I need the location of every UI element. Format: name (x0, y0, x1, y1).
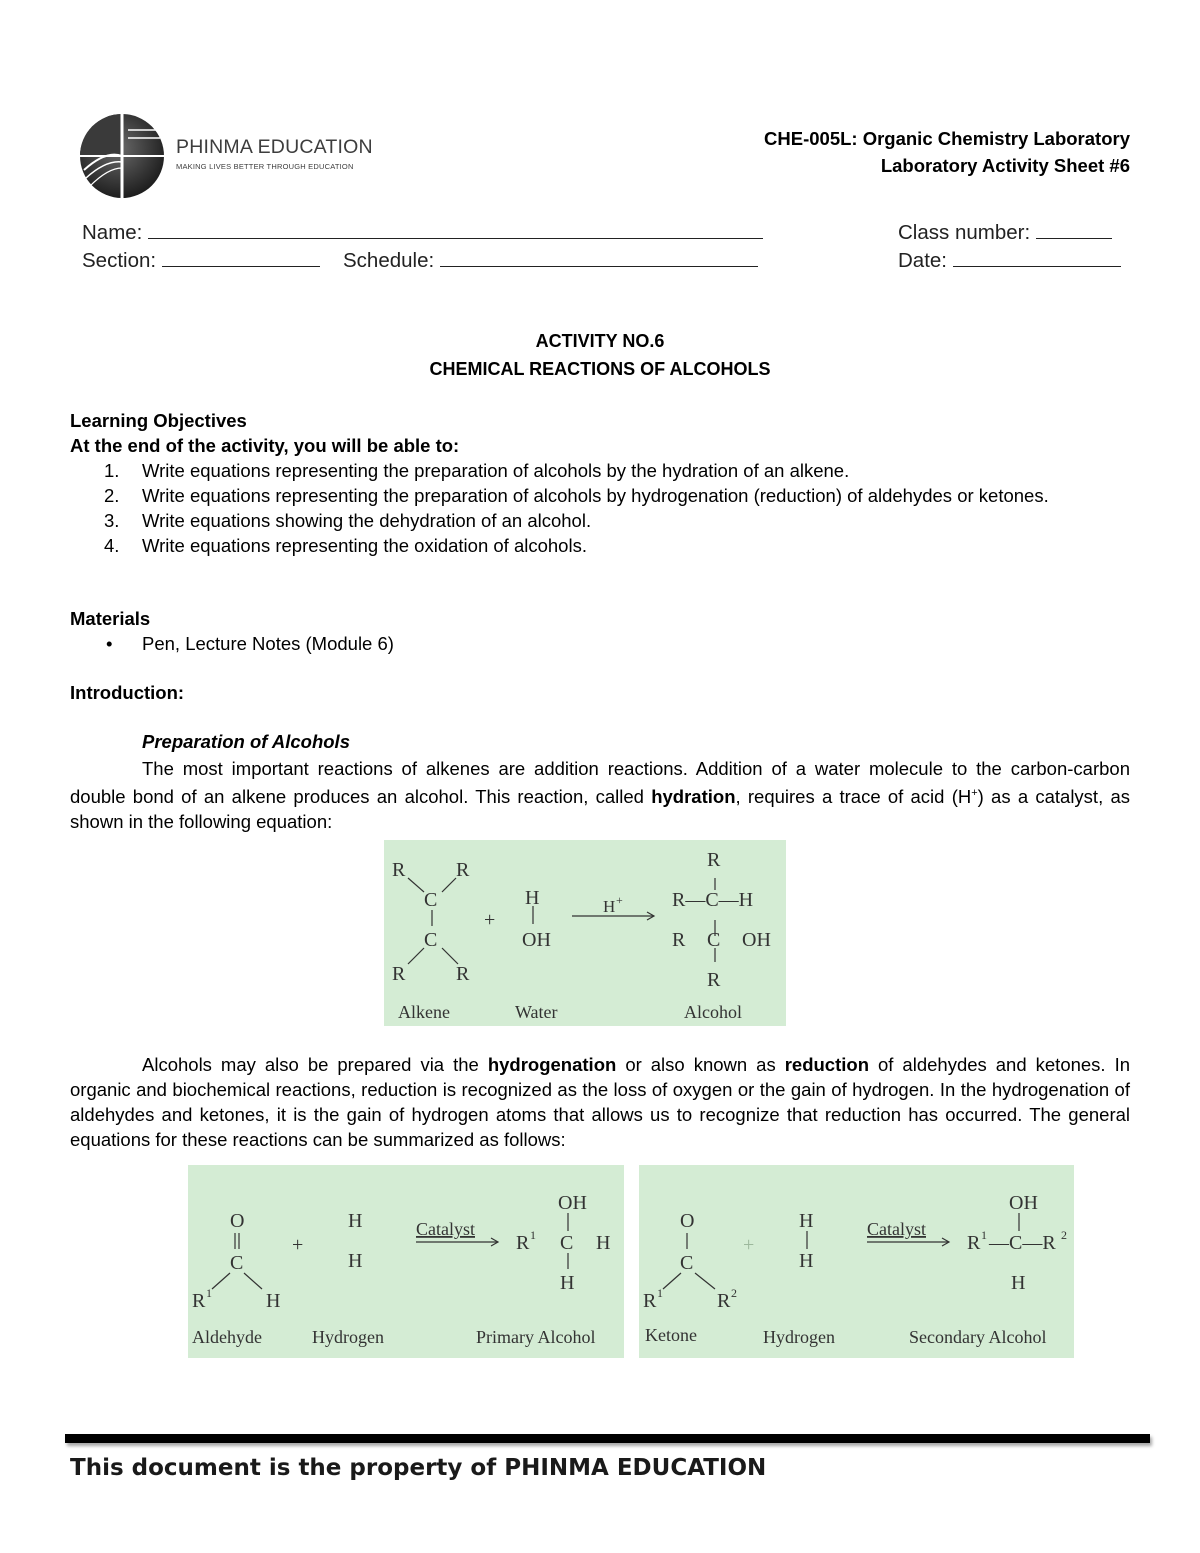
p1-bold: hydration (651, 786, 736, 808)
label-hydrogen: Hydrogen (312, 1327, 384, 1347)
schedule-label: Schedule: (343, 249, 435, 272)
label-hydrogen: Hydrogen (763, 1327, 835, 1347)
sup-1: 1 (206, 1286, 212, 1300)
phinma-logo (76, 110, 376, 205)
atom-c: C (424, 929, 438, 951)
list-number: 2. (104, 485, 120, 506)
list-text: Pen, Lecture Notes (Module 6) (142, 633, 394, 654)
list-text: Write equations representing the preparation of alcohols by hydrogenation (reduction) of aldehydes or ketones. (142, 485, 1049, 506)
atom-oh: OH (558, 1192, 587, 1214)
list-text: Write equations showing the dehydration of an alcohol. (142, 510, 592, 531)
atom-r: R (717, 1290, 731, 1312)
atom-h: H (560, 1272, 575, 1294)
logo-tagline: MAKING LIVES BETTER THROUGH EDUCATION (176, 162, 354, 171)
name-label: Name: (82, 221, 143, 244)
introduction-heading: Introduction: (70, 682, 185, 703)
hydration-equation (384, 840, 786, 1026)
plus-sign: + (292, 1234, 304, 1256)
objectives-heading: Learning Objectives (70, 410, 247, 431)
atom-h: H (525, 887, 540, 909)
atom-h: H (799, 1210, 814, 1232)
catalyst-label: Catalyst (416, 1219, 475, 1239)
plus-sign: + (484, 909, 496, 931)
course-header (764, 125, 1130, 179)
date-blank[interactable] (953, 248, 1121, 267)
date-field[interactable] (898, 248, 1121, 273)
list-item (70, 508, 1130, 533)
atom-r1: R (192, 1290, 206, 1312)
objectives-list (70, 458, 1130, 558)
bullet-icon: • (106, 633, 113, 654)
atom-r: R (967, 1232, 981, 1254)
alcohol-middle: R—C—H (672, 889, 754, 911)
atom-h: H (596, 1232, 611, 1254)
materials-heading: Materials (70, 608, 151, 629)
label-alkene: Alkene (398, 1002, 450, 1022)
p1-text-b: , requires a trace of acid (H (735, 786, 972, 808)
aldehyde-equation (188, 1165, 624, 1358)
list-text: Write equations representing the oxidation of alcohols. (142, 535, 587, 556)
atom-h: H (799, 1250, 814, 1272)
sup-1: 1 (657, 1286, 663, 1300)
atom-r: R (643, 1290, 657, 1312)
atom-r: R (392, 963, 406, 985)
plus-sign: + (743, 1234, 755, 1256)
sup-1: 1 (530, 1228, 536, 1242)
footer-divider (65, 1434, 1150, 1443)
label-alcohol: Alcohol (684, 1002, 742, 1022)
section-field[interactable] (82, 248, 320, 273)
atom-c: C (560, 1232, 574, 1254)
list-item (70, 483, 1130, 508)
activity-title: CHEMICAL REACTIONS OF ALCOHOLS (429, 359, 771, 379)
name-blank[interactable] (148, 220, 763, 239)
intro-paragraph-1 (70, 756, 1130, 834)
p2-text-a: Alcohols may also be prepared via the (142, 1054, 488, 1075)
materials-section (70, 606, 1130, 656)
atom-c: C (680, 1252, 694, 1274)
class-number-field[interactable] (898, 220, 1112, 245)
atom-r: R (707, 849, 721, 871)
atom-c: C (424, 889, 438, 911)
catalyst-sup: + (616, 893, 623, 907)
list-item (70, 458, 1130, 483)
hydration-figure (384, 840, 786, 1026)
atom-r: R (456, 963, 470, 985)
section-label: Section: (82, 249, 157, 272)
aldehyde-figure (188, 1165, 624, 1358)
sup-2: 2 (1061, 1228, 1067, 1242)
ketone-figure (639, 1165, 1074, 1358)
list-item (70, 631, 1130, 656)
product-middle: —C—R (989, 1232, 1056, 1254)
p1-text-c: ) as a catalyst, as shown in the following equation: (70, 786, 1130, 833)
list-text: Write equations representing the preparation of alcohols by the hydration of an alkene. (142, 460, 850, 481)
label-primary-alcohol: Primary Alcohol (476, 1327, 596, 1347)
class-number-blank[interactable] (1036, 220, 1112, 239)
list-number: 4. (104, 535, 120, 556)
atom-r: R (672, 929, 686, 951)
atom-h: H (348, 1210, 363, 1232)
p2-text-b: or also known as (616, 1054, 785, 1075)
atom-oh: OH (1009, 1192, 1038, 1214)
atom-h: H (348, 1250, 363, 1272)
footer-text: This document is the property of PHINMA EDUCATION (70, 1455, 767, 1481)
preparation-subheading: Preparation of Alcohols (142, 731, 350, 752)
activity-heading (0, 327, 1200, 383)
atom-h: H (266, 1290, 281, 1312)
list-item (70, 533, 1130, 558)
list-number: 1. (104, 460, 120, 481)
sup-2: 2 (731, 1286, 737, 1300)
atom-c: C (230, 1252, 244, 1274)
p2-bold-1: hydrogenation (487, 1054, 617, 1075)
course-title: CHE-005L: Organic Chemistry Laboratory (764, 128, 1130, 149)
atom-r: R (456, 859, 470, 881)
section-blank[interactable] (162, 248, 320, 267)
label-secondary-alcohol: Secondary Alcohol (909, 1327, 1047, 1347)
sup-1: 1 (981, 1228, 987, 1242)
objectives-lead: At the end of the activity, you will be able to: (70, 435, 460, 456)
sheet-title: Laboratory Activity Sheet #6 (880, 155, 1130, 176)
atom-r: R (707, 969, 721, 991)
atom-oh: OH (742, 929, 771, 951)
schedule-field[interactable] (343, 248, 758, 273)
atom-o: O (680, 1210, 695, 1232)
p1-text-a: The most important reactions of alkenes are addition reactions. Addition of a water molecule to the carbon-carbon double bond of an alkene produces an alcohol. This reaction, called (70, 758, 1130, 808)
list-number: 3. (104, 510, 120, 531)
atom-o: O (230, 1210, 245, 1232)
objectives-section (70, 408, 1130, 558)
intro-paragraph-2 (70, 1052, 1130, 1152)
label-aldehyde: Aldehyde (192, 1327, 262, 1347)
p1-sup: + (971, 787, 978, 799)
label-ketone: Ketone (645, 1325, 697, 1345)
catalyst-h: H (603, 897, 616, 916)
ketone-equation (639, 1165, 1074, 1358)
logo-title: PHINMA EDUCATION (176, 136, 373, 158)
atom-h: H (1011, 1272, 1026, 1294)
activity-number: ACTIVITY NO.6 (535, 331, 665, 351)
p2-bold-2: reduction (784, 1054, 869, 1075)
name-field[interactable] (82, 220, 763, 245)
atom-c: C (707, 929, 721, 951)
atom-r: R (392, 859, 406, 881)
catalyst-label: Catalyst (867, 1219, 926, 1239)
label-water: Water (515, 1002, 558, 1022)
atom-oh: OH (522, 929, 551, 951)
class-number-label: Class number: (898, 221, 1031, 244)
atom-r1: R (516, 1232, 530, 1254)
date-label: Date: (898, 249, 947, 272)
p2-text-c: of aldehydes and ketones. In organic and biochemical reactions, reduction is recognized as the loss of oxygen or the gain of hydrogen. In the hydrogenation of aldehydes and ketones, it is the gain of hydrogen atoms that allows us to recognize that reduction has occurred. The general equations for these reactions can be summarized as follows: (70, 1054, 1131, 1150)
schedule-blank[interactable] (440, 248, 758, 267)
